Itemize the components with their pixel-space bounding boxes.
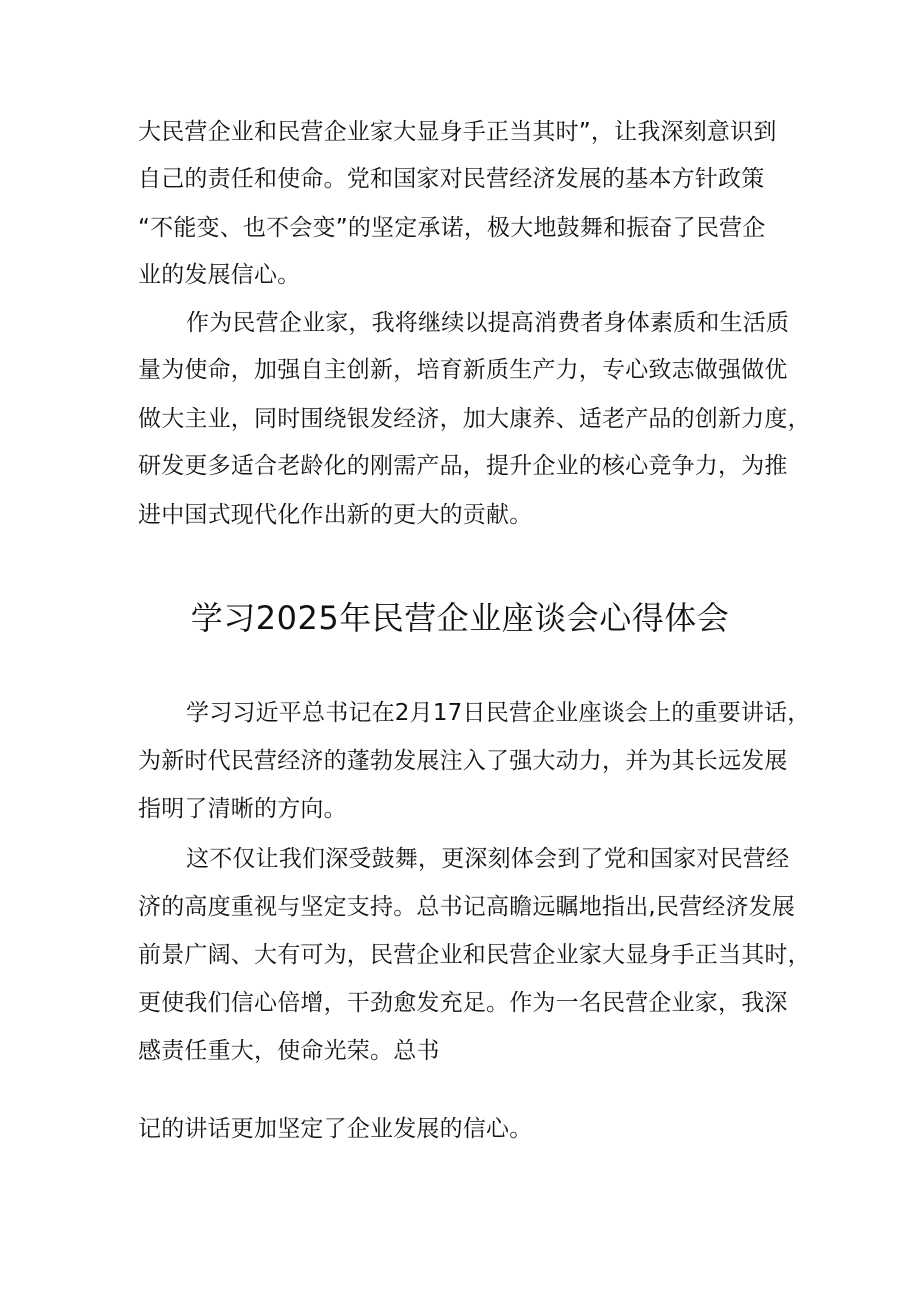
section-title: 学习2025年民营企业座谈会心得体会 bbox=[190, 599, 730, 637]
paragraph-line: 学习习近平总书记在2月17日民营企业座谈会上的重要讲话， bbox=[186, 700, 811, 726]
paragraph-line: 自己的责任和使命。党和国家对民营经济发展的基本方针政策 bbox=[138, 166, 765, 192]
paragraph-line: 这不仅让我们深受鼓舞，更深刻体会到了党和国家对民营经 bbox=[186, 846, 790, 872]
paragraph-line: 量为使命，加强自主创新，培育新质生产力，专心致志做强做优 bbox=[138, 357, 788, 383]
paragraph-line: 指明了清晰的方向。 bbox=[138, 796, 347, 822]
paragraph-line: 研发更多适合老龄化的刚需产品，提升企业的核心竞争力，为推 bbox=[138, 453, 788, 479]
paragraph-line: 前景广阔、大有可为，民营企业和民营企业家大显身手正当其时， bbox=[138, 942, 811, 968]
paragraph-line: “不能变、也不会变”的坚定承诺，极大地鼓舞和振奋了民营企 bbox=[138, 215, 766, 241]
paragraph-line: 记的讲话更加坚定了企业发展的信心。 bbox=[138, 1116, 533, 1142]
paragraph-line: 作为民营企业家，我将继续以提高消费者身体素质和生活质 bbox=[186, 310, 790, 336]
paragraph-line: 大民营企业和民营企业家大显身手正当其时”，让我深刻意识到 bbox=[138, 119, 777, 145]
paragraph-line: 进中国式现代化作出新的更大的贡献。 bbox=[138, 502, 533, 528]
paragraph-line: 业的发展信心。 bbox=[138, 262, 301, 288]
paragraph-line: 做大主业，同时围绕银发经济，加大康养、适老产品的创新力度， bbox=[138, 406, 811, 432]
paragraph-line: 更使我们信心倍增，干劲愈发充足。作为一名民营企业家，我深 bbox=[138, 990, 788, 1016]
paragraph-line: 为新时代民营经济的蓬勃发展注入了强大动力，并为其长远发展 bbox=[138, 748, 788, 774]
paragraph-line: 感责任重大，使命光荣。总书 bbox=[138, 1038, 440, 1064]
paragraph-line: 济的高度重视与坚定支持。总书记高瞻远瞩地指出,民营经济发展 bbox=[138, 894, 796, 920]
